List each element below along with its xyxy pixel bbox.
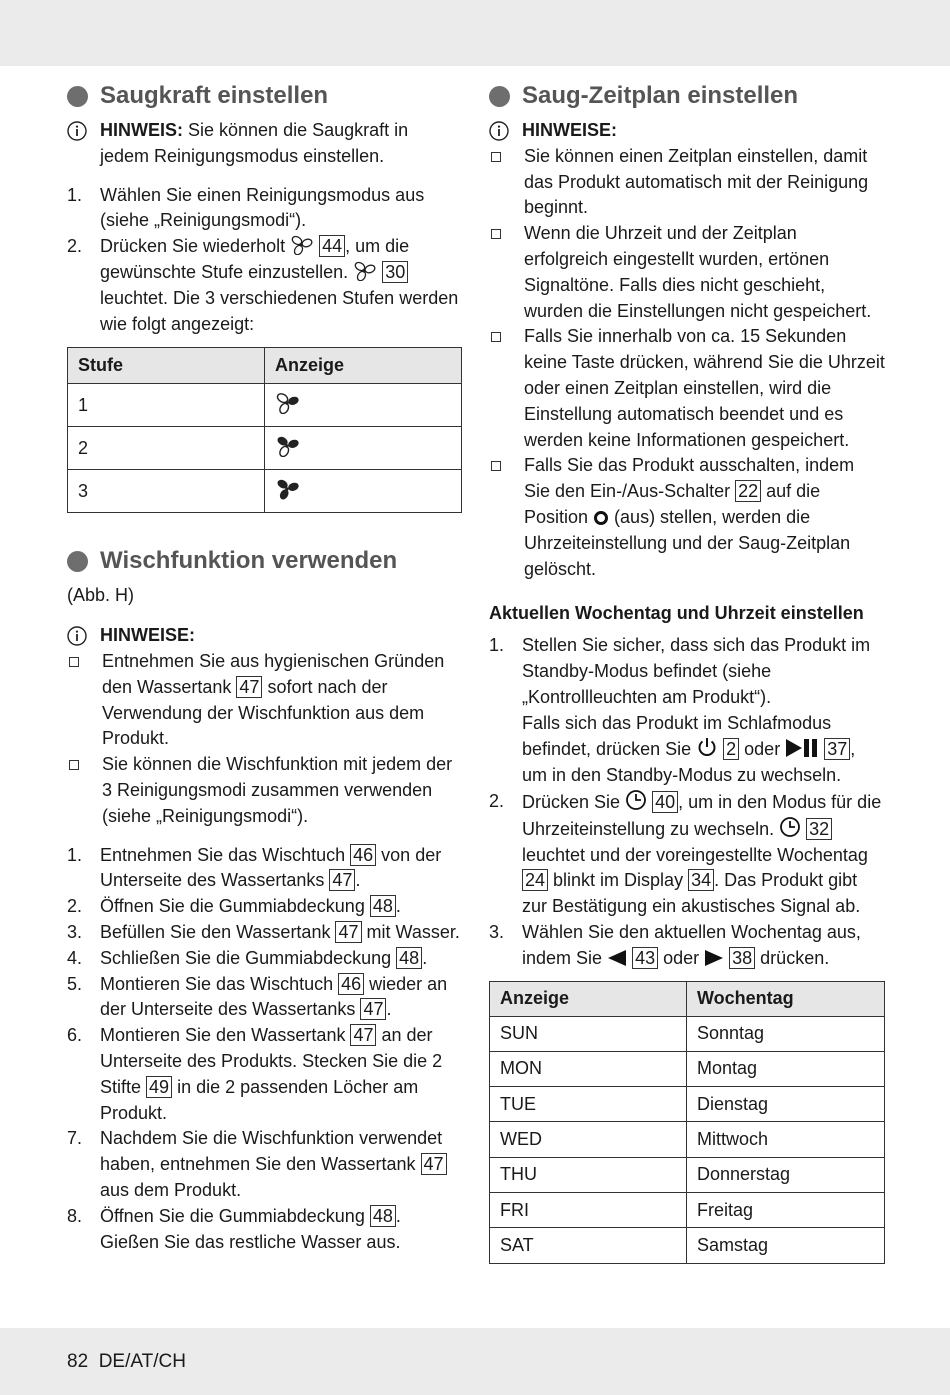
list-item: 2. Öffnen Sie die Gummiabdeckung 48 . <box>67 896 401 917</box>
list-item: Falls Sie innerhalb von ca. 15 Sekunden keine Taste drücken, während Sie die Uhrzeit oder einen Zeitplan einstellen, wird die Einstellung automatisch beendet und es werden keine Informationen gespeichert. <box>489 324 885 453</box>
list-item: 6. Montieren Sie den Wassertank 47 an der Unterseite des Produkts. Stecken Sie die 2 Stifte 49 in die 2 passenden Löcher am Produkt. <box>67 1025 443 1123</box>
table-row: 1 <box>68 384 462 427</box>
page-number: 82 <box>67 1351 89 1372</box>
section-title-zeitplan: Saug-Zeitplan einstellen <box>489 80 885 112</box>
hint-text: Sie können die Saugkraft in jedem Reinigungsmodus einstellen. <box>100 120 409 166</box>
checkbox-bullet-icon <box>491 229 501 239</box>
arrow-right-icon <box>704 949 724 967</box>
fan-level-1-icon <box>275 392 301 414</box>
list-item: 2. Drücken Sie wiederholt 44 , um die gewünschte Stufe einzustellen. 30 leuchtet. Die 3 verschiedenen Stufen werden wie folgt angezeigt: <box>67 236 459 334</box>
hint-label: HINWEIS: <box>100 120 183 140</box>
list-item: 7. Nachdem Sie die Wischfunktion verwendet haben, entnehmen Sie den Wassertank 47 aus dem Produkt. <box>67 1126 462 1203</box>
list-item: 1. Wählen Sie einen Reinigungsmodus aus (siehe „Reinigungsmodi“). <box>67 184 425 231</box>
suction-level-table: Stufe Anzeige 1 2 3 <box>67 347 462 513</box>
table-row: MON Montag <box>490 1051 885 1086</box>
list-item: Sie können einen Zeitplan einstellen, damit das Produkt automatisch mit der Reinigung beginnt. <box>489 144 885 221</box>
hint-heading: HINWEISE: <box>489 118 885 144</box>
bullet-dot-icon <box>67 551 88 572</box>
fan-level-2-icon <box>275 435 301 457</box>
power-icon <box>696 736 718 758</box>
table-row: TUE Dienstag <box>490 1087 885 1122</box>
table-row: SAT Samstag <box>490 1228 885 1263</box>
fan-level-3-icon <box>275 478 301 500</box>
list-item: Falls Sie das Produkt ausschalten, indem Sie den Ein-/Aus-Schalter 22 auf die Position (aus) stellen, werden die Uhrzeiteinstellung und der Saug-Zeitplan gelöscht. <box>489 453 885 582</box>
bullet-dot-icon <box>67 86 88 107</box>
checkbox-bullet-icon <box>491 332 501 342</box>
list-item: 3. Befüllen Sie den Wassertank 47 mit Wasser. <box>67 921 460 942</box>
right-column <box>489 80 885 1264</box>
bullet-dot-icon <box>489 86 510 107</box>
ref-number: 30 <box>382 261 408 283</box>
list-item: 3. Wählen Sie den aktuellen Wochentag aus, indem Sie 43 oder 38 drücken. <box>489 921 861 968</box>
clock-icon <box>625 789 647 811</box>
arrow-left-icon <box>607 949 627 967</box>
list-item: 4. Schließen Sie die Gummiabdeckung 48 . <box>67 947 428 968</box>
table-row: 2 <box>68 427 462 470</box>
table-row: SUN Sonntag <box>490 1016 885 1051</box>
subsection-heading: Aktuellen Wochentag und Uhrzeit einstellen <box>489 603 864 624</box>
play-pause-icon <box>785 738 819 758</box>
off-position-icon <box>593 510 609 526</box>
section-title-wischfunktion: Wischfunktion verwenden <box>67 545 462 577</box>
hint-block <box>67 118 462 170</box>
ref-number: 44 <box>319 235 345 257</box>
list-item: Sie können die Wischfunktion mit jedem der 3 Reinigungsmodi zusammen verwenden (siehe „Reinigungsmodi“). <box>67 752 462 829</box>
info-icon <box>489 121 509 141</box>
list-item: 1. Entnehmen Sie das Wischtuch 46 von der Unterseite des Wassertanks 47 . <box>67 844 442 891</box>
checkbox-bullet-icon <box>491 152 501 162</box>
left-column <box>67 80 462 1255</box>
checkbox-bullet-icon <box>491 461 501 471</box>
list-item: 5. Montieren Sie das Wischtuch 46 wieder an der Unterseite des Wassertanks 47 . <box>67 973 448 1020</box>
checkbox-bullet-icon <box>69 657 79 667</box>
checkbox-bullet-icon <box>69 760 79 770</box>
info-icon <box>67 121 87 141</box>
list-item: Wenn die Uhrzeit und der Zeitplan erfolgreich eingestellt wurden, ertönen Signaltöne. Falls dies nicht geschieht, wurden die Einstellungen nicht gespeichert. <box>489 221 885 324</box>
list-item: Entnehmen Sie aus hygienischen Gründen den Wassertank 47 sofort nach der Verwendung der Wischfunktion aus dem Produkt. <box>67 649 462 752</box>
list-item: 2. Drücken Sie 40 , um in den Modus für die Uhrzeiteinstellung zu wechseln. 32 leuchtet und der voreingestellte Wochentag 24 blinkt im Display 34 . Das Produkt gibt zur Bestätigung ein akustisches Signal ab. <box>489 790 882 917</box>
weekday-table: Anzeige Wochentag SUN Sonntag MON Montag TUE Dienstag WED Mittwoch THU Donnerstag FRI Freitag SAT Samstag <box>489 981 885 1264</box>
table-row: FRI Freitag <box>490 1192 885 1227</box>
table-row: THU Donnerstag <box>490 1157 885 1192</box>
header-bar <box>0 0 950 66</box>
list-item: 1. Stellen Sie sicher, dass sich das Produkt im Standby-Modus befindet (siehe „Kontrollleuchten am Produkt“). Falls sich das Produkt im Schlafmodus befindet, drücken Sie 2 oder 37 , um in den Standby-Modus zu wechseln. <box>489 635 871 786</box>
language-code: DE/AT/CH <box>98 1351 186 1372</box>
page-footer <box>67 1351 186 1373</box>
table-row: WED Mittwoch <box>490 1122 885 1157</box>
fan-outline-icon <box>290 235 314 255</box>
info-icon <box>67 626 87 646</box>
figure-reference: (Abb. H) <box>67 585 135 606</box>
clock-icon <box>779 816 801 838</box>
list-item: 8. Öffnen Sie die Gummiabdeckung 48 . Gießen Sie das restliche Wasser aus. <box>67 1205 401 1252</box>
section-title-saugkraft: Saugkraft einstellen <box>67 80 462 112</box>
fan-outline-icon <box>353 261 377 281</box>
ref-number: 47 <box>236 676 262 698</box>
hint-heading: HINWEISE: <box>67 623 462 649</box>
table-row: 3 <box>68 470 462 513</box>
